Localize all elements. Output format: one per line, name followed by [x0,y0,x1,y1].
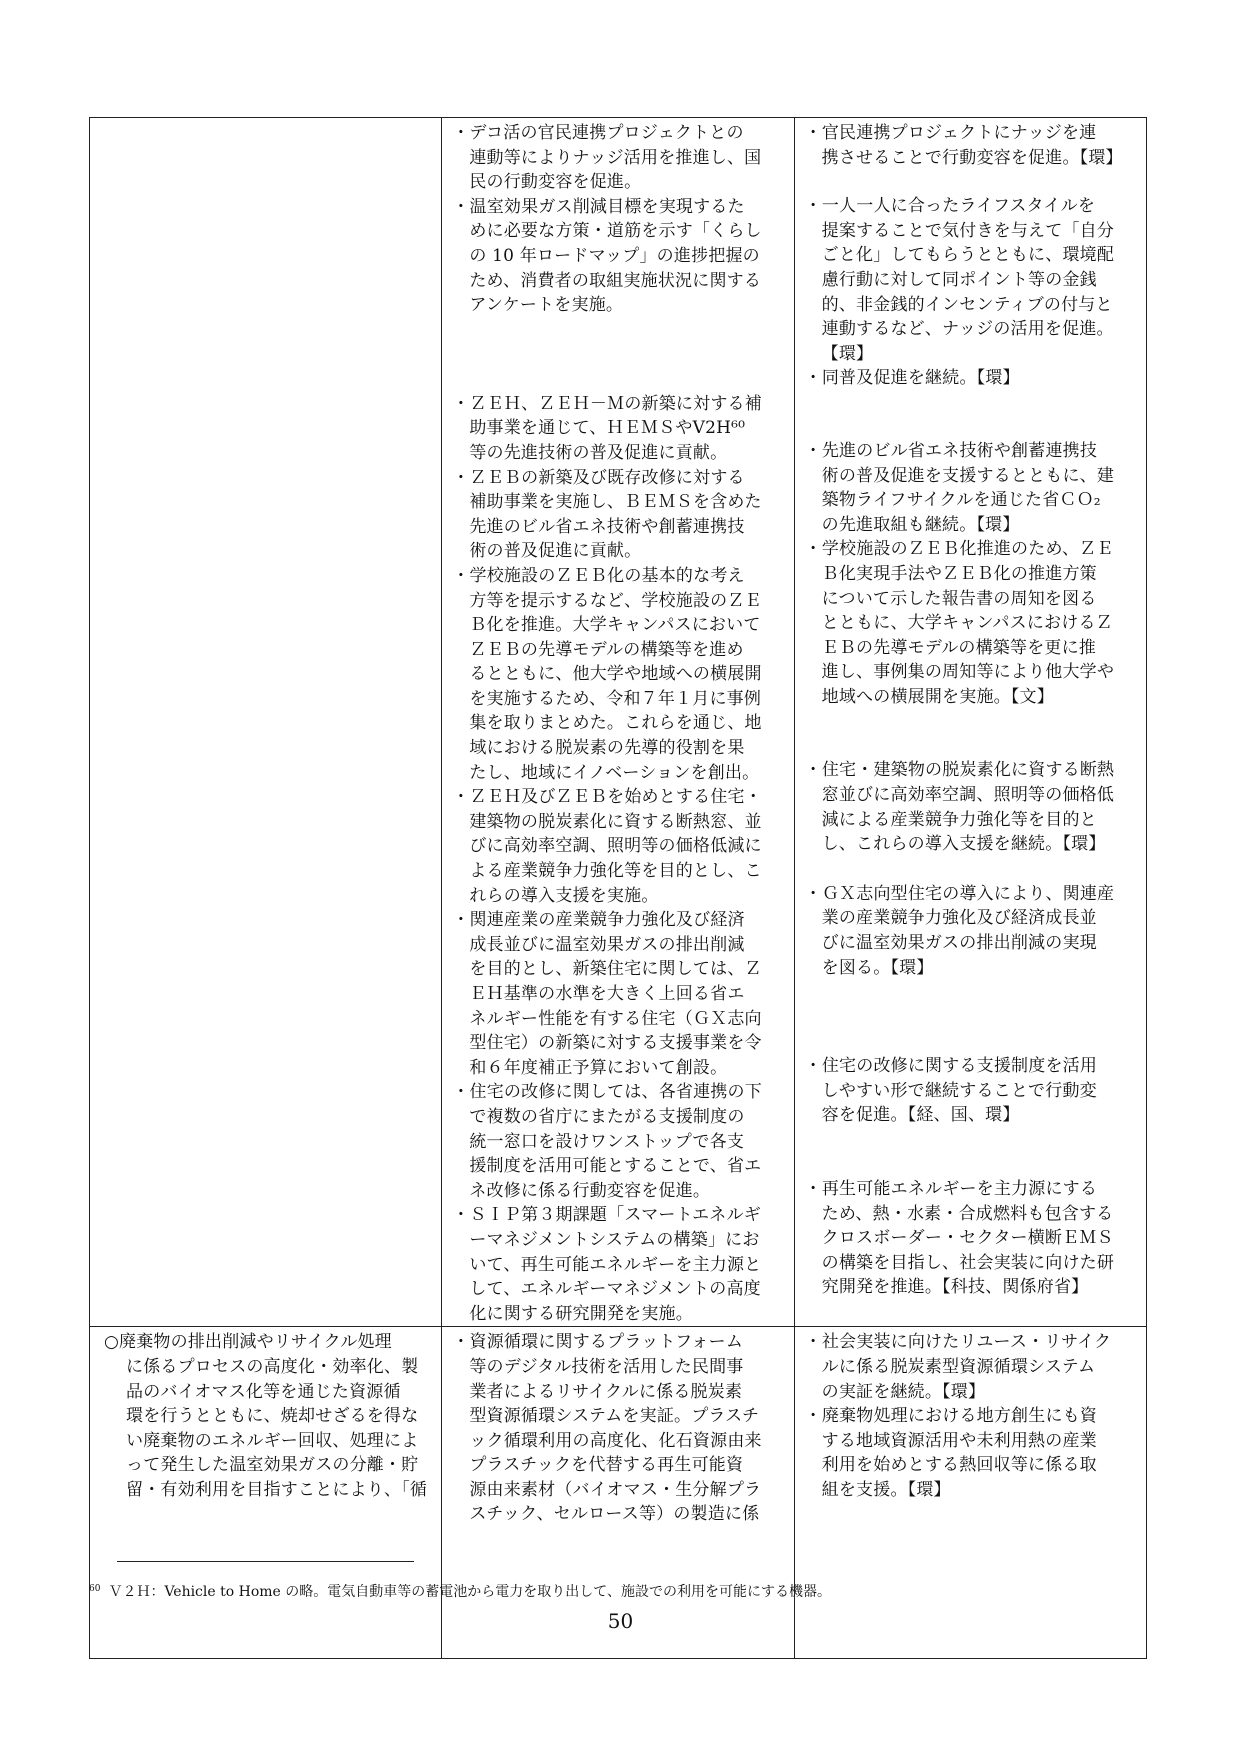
bullet-item: ・官民連携プロジェクトにナッジを連 携させることで行動変容を促進。【環】 [804,123,1123,168]
bullet-item: ・資源循環に関するプラットフォーム 等のデジタル技術を活用した民間事 業者によるリサイクルに係る脱炭素 型資源循環システムを実証。プラスチ ック循環利用の高度化、化石資源由来 プラスチックを代替する再生可能資 源由来素材（バイオマス・生分解プラ スチック、セルロース等）の製造に係 [452,1332,762,1525]
bullet-item: ・ＺＥＨ及びＺＥＢを始めとする住宅・ 建築物の脱炭素化に資する断熱窓、並 びに高効率空調、照明等の価格低減に よる産業競争力強化等を目的とし、こ れらの導入支援を実施。 [452,787,762,906]
future-plan-cell [794,118,1146,1327]
bullet-item: ・先進のビル省エネ技術や創蓄連携技 術の普及促進を支援するとともに、建 築物ライフサイクルを通じた省ＣＯ₂ の先進取組も継続。【環】 [804,440,1115,535]
bullet-item: ・関連産業の産業競争力強化及び経済 成長並びに温室効果ガスの排出削減 を目的とし、新築住宅に関しては、Ｚ ＥＨ基準の水準を大きく上回る省エ ネルギー性能を有する住宅（ＧＸ志向 型住宅）の新築に対する支援事業を令 和６年度補正予算において創設。 [452,910,762,1078]
bullet-item: ・学校施設のＺＥＢ化の基本的な考え 方等を提示するなど、学校施設のＺＥ Ｂ化を推進。大学キャンパスにおいて ＺＥＢの先導モデルの構築等を進め るとともに、他大学や地域への横展開 を実施するため、令和７年１月に事例 集を取りまとめた。これらを通じ、地 域における脱炭素の先導的役割を果 たし、地域にイノベーションを創出。 [452,565,762,783]
footnote-divider [117,1561,414,1562]
content-table [89,117,1147,1659]
bullet-item: ・ＧＸ志向型住宅の導入により、関連産 業の産業競争力強化及び経済成長並 びに温室効果ガスの排出削減の実現 を図る。【環】 [804,883,1115,978]
results-cell [442,118,794,1327]
bullet-item: ・廃棄物処理における地方創生にも資 する地域資源活用や未利用熱の産業 利用を始めとする熱回収等に係る取 組を支援。【環】 [804,1406,1098,1500]
page-number: 50 [607,1609,634,1633]
footnote-text: Ｖ２Ｈ：Vehicle to Home の略。電気自動車等の蓄電池から電力を取り出して、施設での利用を可能にする機器。 [108,1584,831,1600]
table-row [90,118,1147,1327]
bullet-item: ・学校施設のＺＥＢ化推進のため、ＺＥ Ｂ化実現手法やＺＥＢ化の推進方策 について示した報告書の周知を図る とともに、大学キャンパスにおけるＺ ＥＢの先導モデルの構築等を更に推 進し、事例集の周知等により他大学や 地域への横展開を実施。【文】 [804,539,1115,707]
bullet-item: ・ＺＥＢの新築及び既存改修に対する 補助事業を実施し、ＢＥＭＳを含めた 先進のビル省エネ技術や創蓄連携技 術の普及促進に貢献。 [452,467,762,562]
bullet-item: ・ＺＥＨ、ＺＥＨ－Ｍの新築に対する補 助事業を通じて、ＨＥＭＳやV2H⁶⁰ 等の先進技術の普及促進に貢献。 [452,393,762,463]
bullet-item: ・再生可能エネルギーを主力源にする ため、熱・水素・合成燃料も包含する クロスボーダー・セクター横断ＥＭＳ の構築を目指し、社会実装に向けた研 究開発を推進。【科技、関係府省】 [804,1179,1115,1298]
bullet-item: ・デコ活の官民連携プロジェクトとの 連動等によりナッジ活用を推進し、国 民の行動変容を促進。 [452,123,762,193]
footnote [89,1579,831,1602]
bullet-item: ・社会実装に向けたリユース・リサイク ルに係る脱炭素型資源循環システム の実証を継続。【環】 [804,1332,1112,1402]
measure-cell [90,118,442,1327]
bullet-item: ・住宅・建築物の脱炭素化に資する断熱 窓並びに高効率空調、照明等の価格低 減による産業競争力強化等を目的と し、これらの導入支援を継続。【環】 [804,760,1115,855]
bullet-item: ・ＳＩＰ第３期課題「スマートエネルギ ーマネジメントシステムの構築」にお いて、再生可能エネルギーを主力源と して、エネルギーマネジメントの高度 化に関する研究開発を実施。 [452,1205,762,1324]
bullet-item: ・住宅の改修に関しては、各省連携の下 で複数の省庁にまたがる支援制度の 統一窓口を設けワンストップで各支 援制度を活用可能とすることで、省エ ネ改修に係る行動変容を促進。 [452,1082,762,1201]
bullet-item: ・住宅の改修に関する支援制度を活用 しやすい形で継続することで行動変 容を促進。【経、国、環】 [804,1056,1098,1126]
bullet-item: ・同普及促進を継続。【環】 [804,368,1020,389]
measure-item: ○廃棄物の排出削減やリサイクル処理 に係るプロセスの高度化・効率化、製 品のバイオマス化等を通じた資源循 環を行うとともに、焼却せざるを得な い廃棄物のエネルギー回収、処理によ って発生した温室効果ガスの分離・貯 留・有効利用を目指すことにより、「循 [104,1332,428,1500]
bullet-item: ・一人一人に合ったライフスタイルを 提案することで気付きを与えて「自分 ごと化」してもらうとともに、環境配 慮行動に対して同ポイント等の金銭 的、非金銭的インセンティブの付与と 連動するなど、ナッジの活用を促進。 【環】 [804,196,1115,364]
footnote-number: 60 [89,1584,101,1594]
bullet-item: ・温室効果ガス削減目標を実現するた めに必要な方策・道筋を示す「くらし の 10 年ロードマップ」の進捗把握の ため、消費者の取組実施状況に関する アンケートを実施。 [452,196,762,316]
